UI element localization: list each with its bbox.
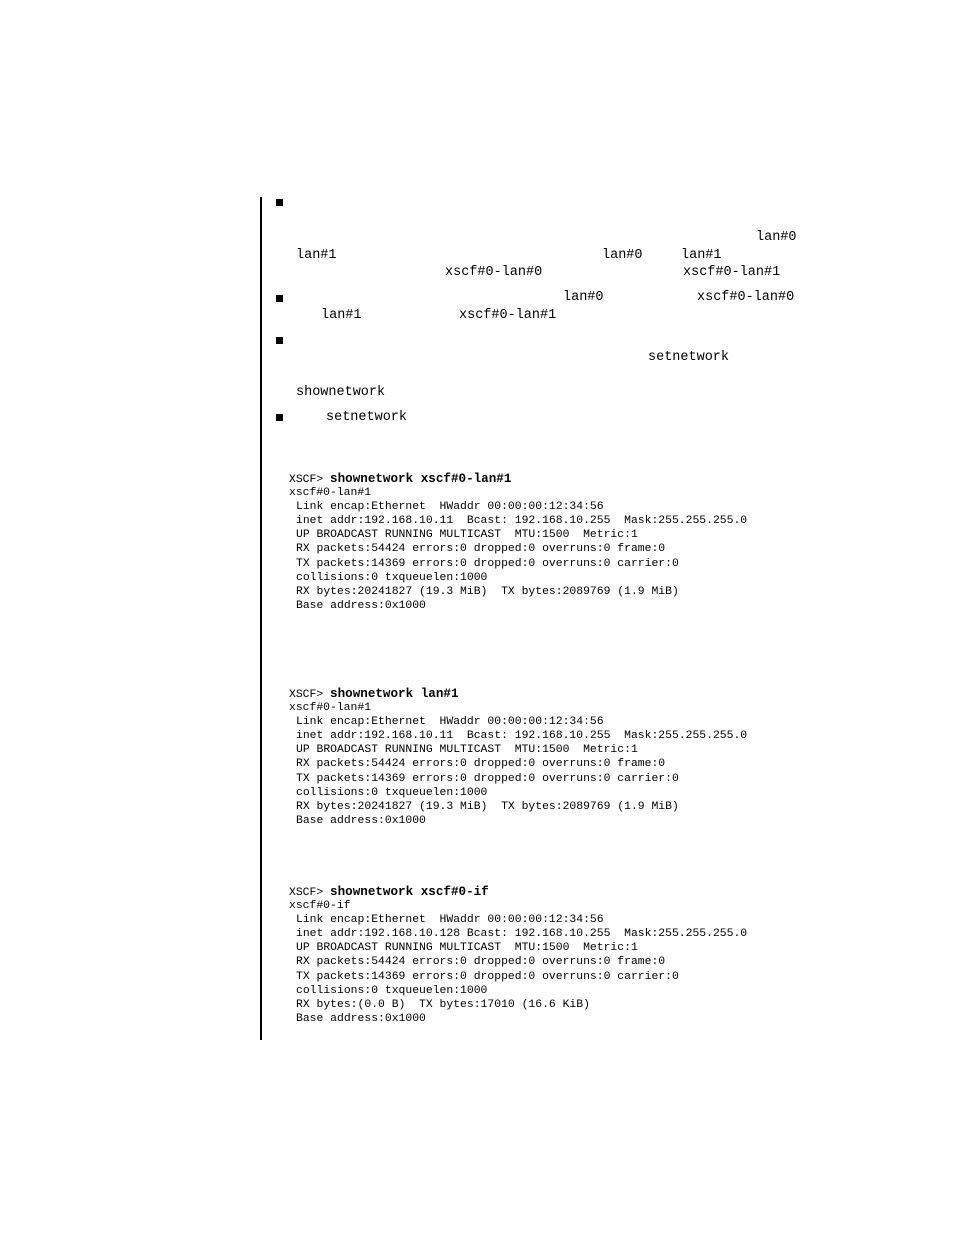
code-command-line — [289, 472, 747, 486]
code-command-line — [289, 687, 747, 701]
code-output-line: RX bytes:20241827 (19.3 MiB) TX bytes:2089769 (1.9 MiB) — [296, 585, 679, 598]
term-lan1: lan#1 — [296, 248, 337, 263]
code-iface-name: xscf#0-lan#1 — [289, 487, 372, 500]
code-output-line: inet addr:192.168.10.11 Bcast: 192.168.10.255 Mask:255.255.255.0 — [296, 515, 748, 528]
code-prompt: XSCF> — [289, 689, 324, 701]
term-xscf-lan1: xscf#0-lan#1 — [683, 265, 781, 280]
code-command-line — [289, 885, 747, 899]
term-lan0: lan#0 — [602, 248, 643, 263]
bullet-marker-2 — [276, 295, 283, 302]
code-output-line: inet addr:192.168.10.128 Bcast: 192.168.10.255 Mask:255.255.255.0 — [296, 928, 748, 941]
code-prompt: XSCF> — [289, 474, 324, 486]
code-iface-name: xscf#0-if — [289, 900, 351, 913]
bullet-marker-4 — [276, 414, 283, 421]
term-xscf-lan0: xscf#0-lan#0 — [445, 265, 543, 280]
code-command: shownetwork xscf#0-lan#1 — [330, 472, 512, 486]
code-command: shownetwork xscf#0-if — [330, 885, 489, 899]
code-prompt: XSCF> — [289, 887, 324, 899]
term-xscf-lan0: xscf#0-lan#0 — [697, 290, 795, 305]
code-output-line: Base address:0x1000 — [296, 814, 426, 827]
code-output-line: TX packets:14369 errors:0 dropped:0 overruns:0 carrier:0 — [296, 772, 679, 785]
code-output-line: RX packets:54424 errors:0 dropped:0 overruns:0 frame:0 — [296, 758, 666, 771]
code-output-line: TX packets:14369 errors:0 dropped:0 overruns:0 carrier:0 — [296, 557, 679, 570]
code-output-line: inet addr:192.168.10.11 Bcast: 192.168.10.255 Mask:255.255.255.0 — [296, 730, 748, 743]
code-output-line: Link encap:Ethernet HWaddr 00:00:00:12:34:56 — [296, 716, 604, 729]
term-lan1: lan#1 — [681, 248, 722, 263]
term-lan1: lan#1 — [321, 308, 362, 323]
code-output-line: RX bytes:20241827 (19.3 MiB) TX bytes:2089769 (1.9 MiB) — [296, 800, 679, 813]
code-output-line: UP BROADCAST RUNNING MULTICAST MTU:1500 Metric:1 — [296, 942, 638, 955]
code-iface-name: xscf#0-lan#1 — [289, 702, 372, 715]
code-output-line: Link encap:Ethernet HWaddr 00:00:00:12:34:56 — [296, 914, 604, 927]
bullet-marker-1 — [276, 199, 283, 206]
command-setnetwork: setnetwork — [648, 350, 730, 365]
bullet-marker-3 — [276, 337, 283, 344]
code-output-line: TX packets:14369 errors:0 dropped:0 overruns:0 carrier:0 — [296, 970, 679, 983]
code-example-3 — [289, 885, 747, 1026]
code-command: shownetwork lan#1 — [330, 687, 459, 701]
change-bar — [260, 197, 262, 1040]
code-output-line: RX bytes:(0.0 B) TX bytes:17010 (16.6 KiB) — [296, 998, 590, 1011]
code-output-line: collisions:0 txqueuelen:1000 — [296, 984, 488, 997]
code-output-line: Link encap:Ethernet HWaddr 00:00:00:12:34:56 — [296, 501, 604, 514]
term-lan0: lan#0 — [563, 290, 604, 305]
code-example-2 — [289, 687, 747, 828]
command-setnetwork: setnetwork — [326, 410, 408, 425]
code-output-line: RX packets:54424 errors:0 dropped:0 overruns:0 frame:0 — [296, 956, 666, 969]
command-shownetwork: shownetwork — [296, 385, 386, 400]
code-example-1 — [289, 472, 747, 613]
code-output-line: UP BROADCAST RUNNING MULTICAST MTU:1500 Metric:1 — [296, 744, 638, 757]
code-output-line: Base address:0x1000 — [296, 599, 426, 612]
code-output-line: UP BROADCAST RUNNING MULTICAST MTU:1500 Metric:1 — [296, 529, 638, 542]
code-output-line: collisions:0 txqueuelen:1000 — [296, 786, 488, 799]
code-output-line: collisions:0 txqueuelen:1000 — [296, 571, 488, 584]
term-xscf-lan1: xscf#0-lan#1 — [459, 308, 557, 323]
code-output-line: Base address:0x1000 — [296, 1012, 426, 1025]
term-lan0: lan#0 — [756, 230, 797, 245]
code-output-line: RX packets:54424 errors:0 dropped:0 overruns:0 frame:0 — [296, 543, 666, 556]
